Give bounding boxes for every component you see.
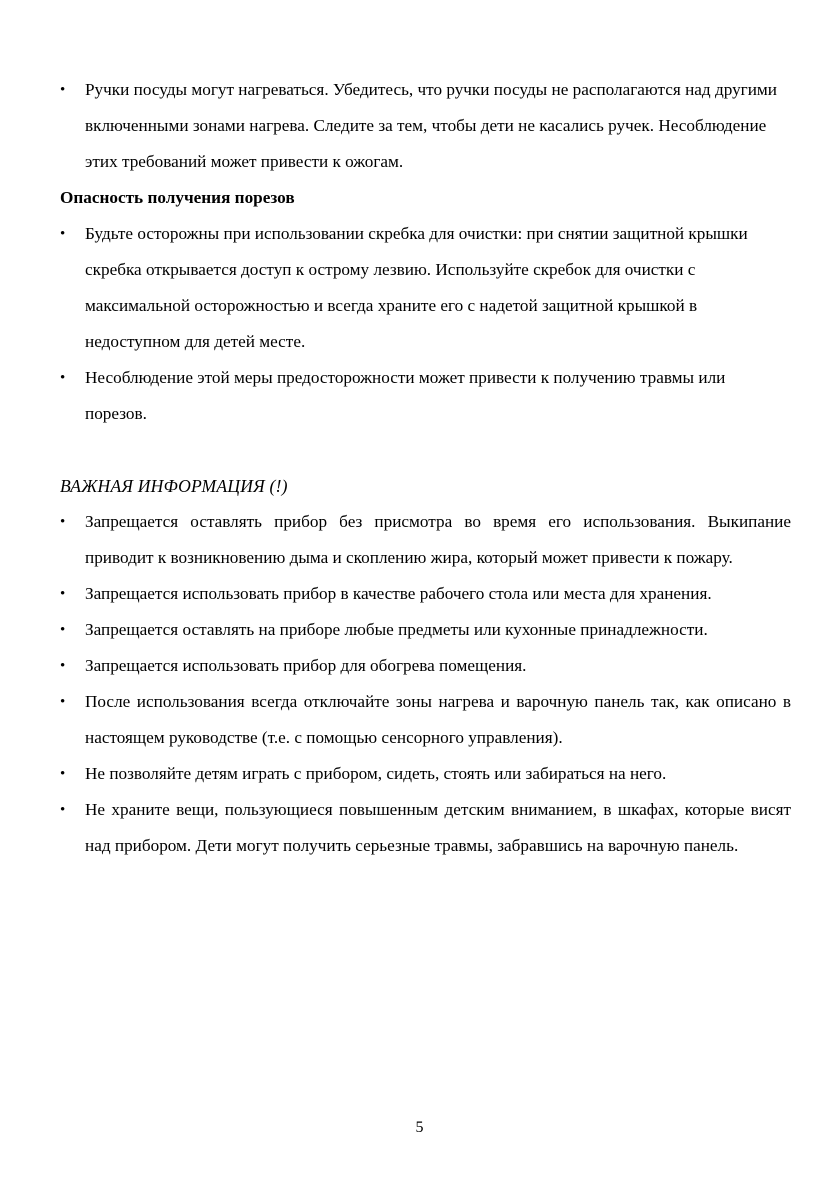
bullet-point-icon: • [60,658,66,674]
list-item-text: Будьте осторожны при использовании скребка для очистки: при снятии защитной крышки скребка открывается доступ к острому лезвию. Используйте скребок для очистки с максимальной осторожностью и всегда храните его с надетой защитной крышкой в недоступном для детей месте. [85,224,748,351]
bullet-point-icon: • [60,82,66,98]
list-item-text: Запрещается использовать прибор в качестве рабочего стола или места для хранения. [85,584,712,603]
bullet-point-icon: • [60,226,66,242]
list-item-text: Несоблюдение этой меры предосторожности может привести к получению травмы или порезов. [85,368,726,423]
list-item [60,576,791,612]
bullet-point-icon: • [60,766,66,782]
bullet-point-icon: • [60,514,66,530]
bullet-list-cut-hazard [60,216,791,432]
list-item-text: Запрещается использовать прибор для обогрева помещения. [85,656,527,675]
section-spacer [60,432,791,468]
page-number: 5 [415,1119,424,1136]
list-item [60,612,791,648]
list-item-text: Запрещается оставлять прибор без присмотра во время его использования. Выкипание приводит к возникновению дыма и скоплению жира, который может привести к пожару. [85,512,791,567]
list-item-text: Не храните вещи, пользующиеся повышенным детским вниманием, в шкафах, которые висят над прибором. Дети могут получить серьезные травмы, забравшись на варочную панель. [85,800,791,855]
bullet-point-icon: • [60,694,66,710]
list-item [60,504,791,576]
section-heading-important-information: ВАЖНАЯ ИНФОРМАЦИЯ (!) [60,476,288,496]
list-item [60,648,791,684]
list-item [60,684,791,756]
list-item-text: Ручки посуды могут нагреваться. Убедитесь, что ручки посуды не располагаются над другими включенными зонами нагрева. Следите за тем, чтобы дети не касались ручек. Несоблюдение этих требований может привести к ожогам. [85,80,777,171]
bullet-list-important-information [60,504,791,864]
bullet-list-cookware-warning [60,72,791,180]
list-item-text: Не позволяйте детям играть с прибором, сидеть, стоять или забираться на него. [85,764,667,783]
bullet-point-icon: • [60,370,66,386]
list-item-text: После использования всегда отключайте зоны нагрева и варочную панель так, как описано в настоящем руководстве (т.е. с помощью сенсорного управления). [85,692,791,747]
bullet-point-icon: • [60,622,66,638]
bullet-point-icon: • [60,802,66,818]
section-heading-cut-hazard: Опасность получения порезов [60,188,295,207]
list-item [60,72,791,180]
list-item [60,756,791,792]
list-item-text: Запрещается оставлять на приборе любые предметы или кухонные принадлежности. [85,620,708,639]
list-item [60,216,791,360]
bullet-point-icon: • [60,586,66,602]
page-content [60,72,791,864]
list-item [60,792,791,864]
list-item [60,360,791,432]
